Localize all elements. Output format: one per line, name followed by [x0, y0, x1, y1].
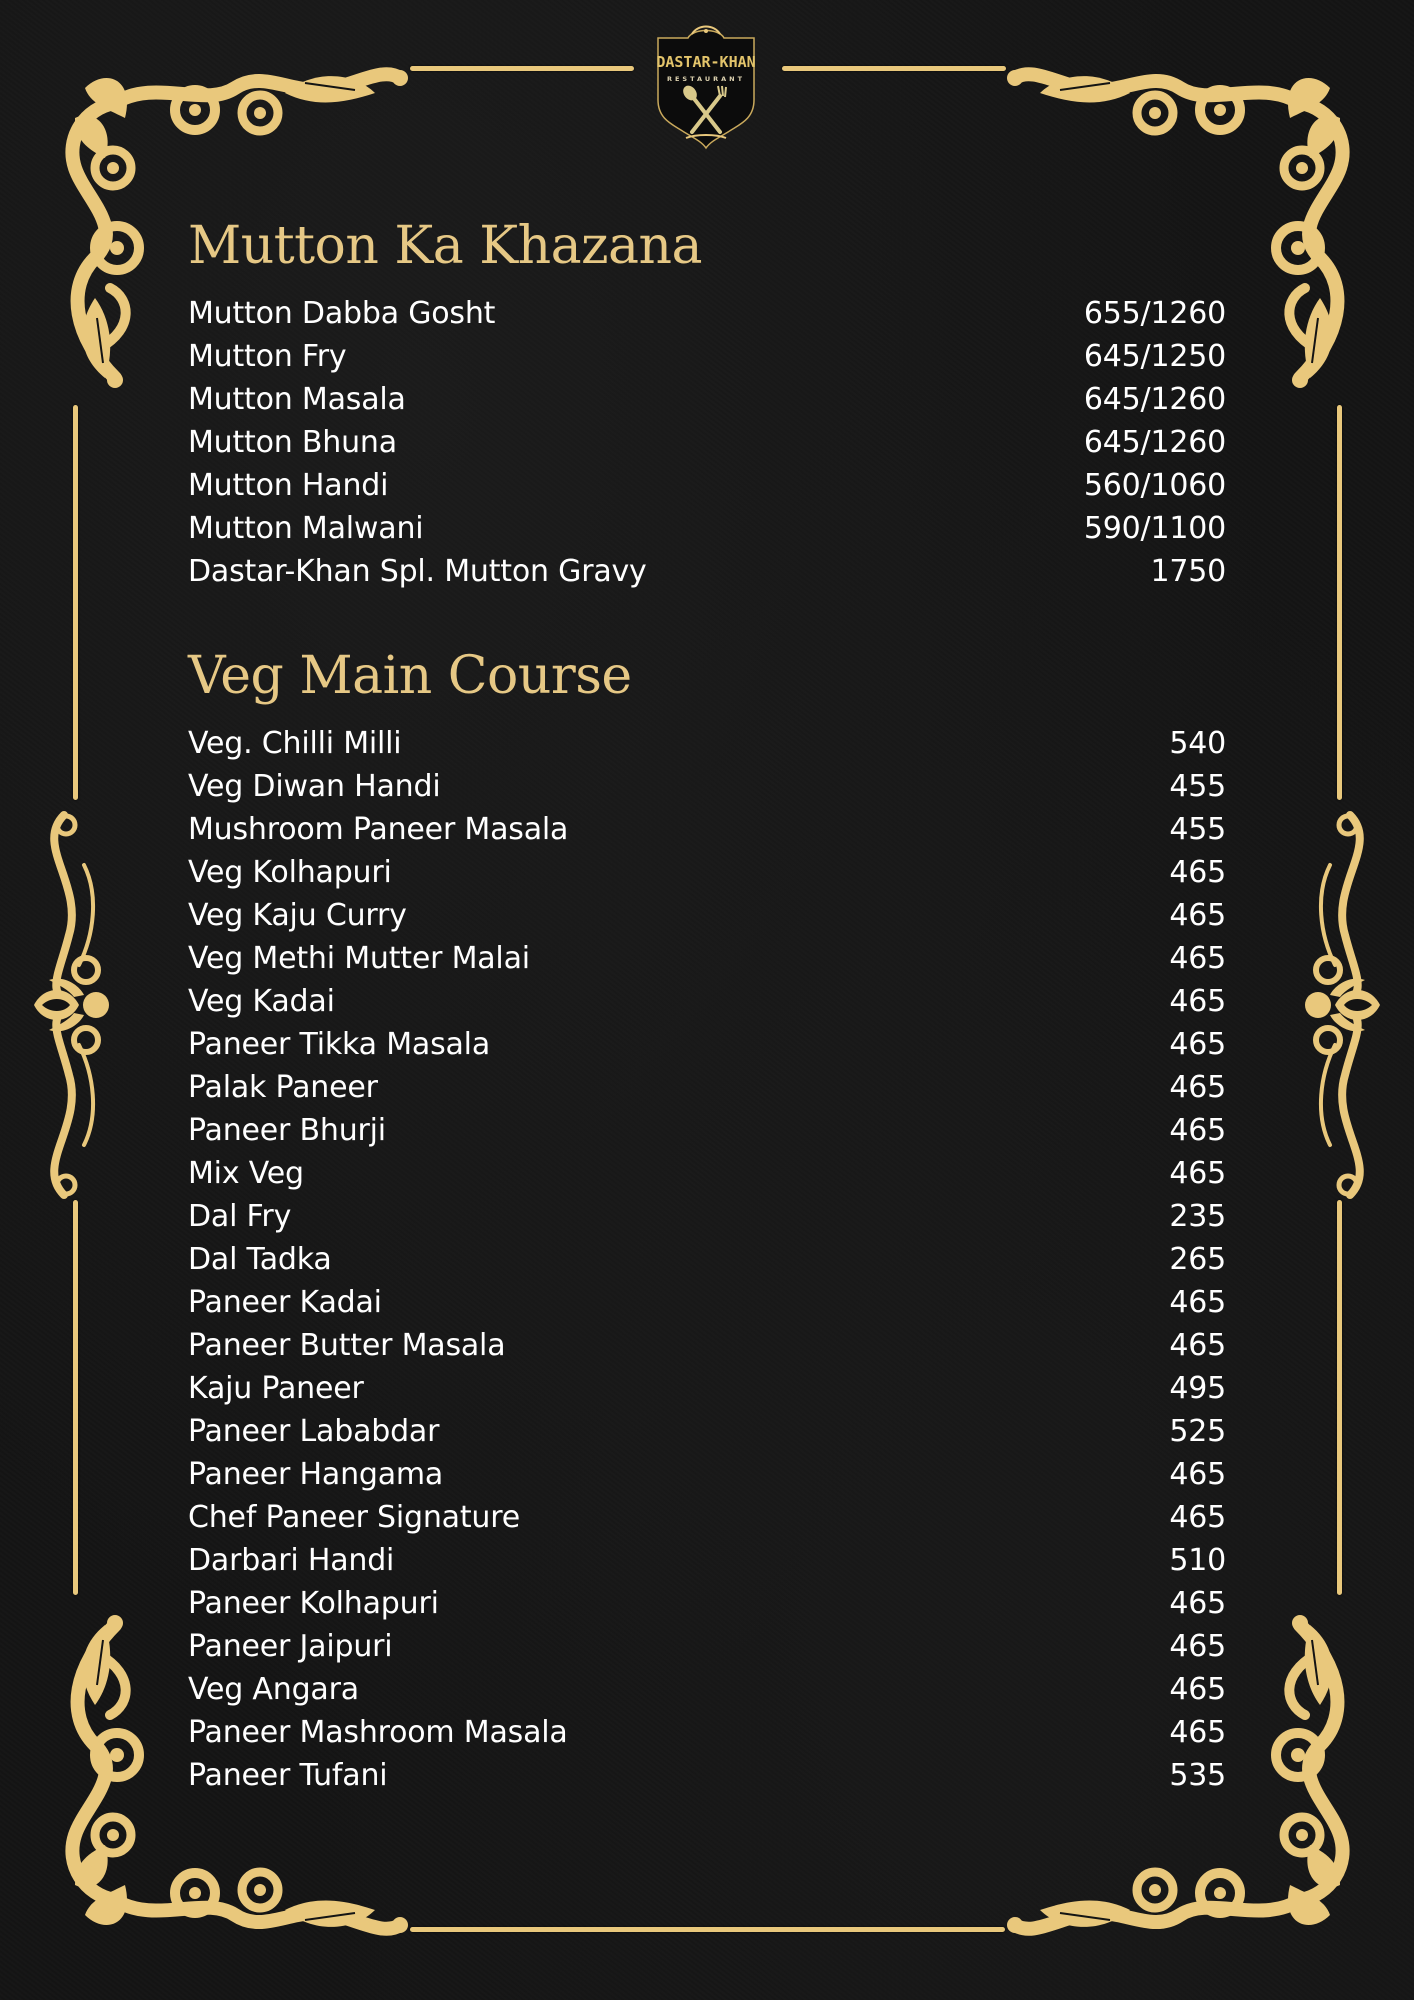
item-price: 465	[1169, 1070, 1226, 1105]
item-name: Veg Kolhapuri	[188, 855, 392, 890]
menu-item	[188, 1754, 1226, 1797]
menu-item	[188, 1195, 1226, 1238]
item-name: Paneer Bhurji	[188, 1113, 386, 1148]
menu-item	[188, 464, 1226, 507]
menu-item	[188, 421, 1226, 464]
item-price: 495	[1169, 1371, 1226, 1406]
menu-list-veg	[188, 722, 1226, 1797]
item-name: Paneer Kolhapuri	[188, 1586, 439, 1621]
menu-item	[188, 1410, 1226, 1453]
menu-item	[188, 808, 1226, 851]
item-price: 525	[1169, 1414, 1226, 1449]
menu-item	[188, 335, 1226, 378]
menu-item	[188, 1711, 1226, 1754]
logo-brand-name: DASTAR-KHAN	[656, 53, 756, 71]
menu-item	[188, 722, 1226, 765]
item-price: 655/1260	[1083, 296, 1226, 331]
item-price: 455	[1169, 769, 1226, 804]
item-name: Mutton Malwani	[188, 511, 424, 546]
item-price: 465	[1169, 1113, 1226, 1148]
item-price: 465	[1169, 898, 1226, 933]
item-price: 465	[1169, 984, 1226, 1019]
top-border-line-right	[782, 66, 1006, 71]
menu-item	[188, 1668, 1226, 1711]
item-price: 465	[1169, 941, 1226, 976]
menu-item	[188, 1238, 1226, 1281]
item-name: Kaju Paneer	[188, 1371, 364, 1406]
item-price: 465	[1169, 1500, 1226, 1535]
item-price: 645/1250	[1083, 339, 1226, 374]
item-price: 535	[1169, 1758, 1226, 1793]
menu-item	[188, 1324, 1226, 1367]
item-name: Mutton Masala	[188, 382, 406, 417]
item-name: Dal Fry	[188, 1199, 292, 1234]
menu-item	[188, 507, 1226, 550]
menu-item	[188, 1625, 1226, 1668]
item-name: Paneer Tufani	[188, 1758, 388, 1793]
side-ornament-left-icon	[14, 805, 124, 1205]
menu-item	[188, 765, 1226, 808]
item-price: 465	[1169, 1672, 1226, 1707]
menu-item	[188, 937, 1226, 980]
item-name: Paneer Hangama	[188, 1457, 444, 1492]
item-name: Mix Veg	[188, 1156, 304, 1191]
menu-item	[188, 1453, 1226, 1496]
menu-item	[188, 1023, 1226, 1066]
item-name: Chef Paneer Signature	[188, 1500, 520, 1535]
item-name: Paneer Jaipuri	[188, 1629, 393, 1664]
item-price: 455	[1169, 812, 1226, 847]
menu-item	[188, 292, 1226, 335]
menu-item	[188, 1281, 1226, 1324]
item-price: 510	[1169, 1543, 1226, 1578]
restaurant-logo	[648, 20, 764, 150]
item-name: Veg Diwan Handi	[188, 769, 441, 804]
menu-item	[188, 1539, 1226, 1582]
item-name: Mutton Bhuna	[188, 425, 397, 460]
item-price: 645/1260	[1083, 425, 1226, 460]
item-name: Palak Paneer	[188, 1070, 378, 1105]
menu-item	[188, 851, 1226, 894]
menu-item	[188, 1152, 1226, 1195]
item-name: Veg Methi Mutter Malai	[188, 941, 530, 976]
section-title-mutton: Mutton Ka Khazana	[188, 216, 702, 276]
menu-item	[188, 378, 1226, 421]
logo-badge-icon	[648, 20, 764, 150]
item-price: 465	[1169, 1285, 1226, 1320]
item-name: Mushroom Paneer Masala	[188, 812, 569, 847]
item-name: Paneer Lababdar	[188, 1414, 440, 1449]
item-price: 540	[1169, 726, 1226, 761]
item-price: 645/1260	[1083, 382, 1226, 417]
left-border-line-upper	[73, 405, 78, 800]
menu-item	[188, 1109, 1226, 1152]
item-name: Mutton Handi	[188, 468, 389, 503]
item-name: Paneer Butter Masala	[188, 1328, 506, 1363]
item-name: Paneer Kadai	[188, 1285, 382, 1320]
item-price: 465	[1169, 1027, 1226, 1062]
item-price: 590/1100	[1083, 511, 1226, 546]
menu-item	[188, 1066, 1226, 1109]
item-name: Dal Tadka	[188, 1242, 332, 1277]
bottom-border-line	[410, 1927, 1005, 1932]
logo-tagline: RESTAURANT	[666, 75, 746, 83]
item-price: 235	[1169, 1199, 1226, 1234]
item-price: 465	[1169, 1586, 1226, 1621]
menu-item	[188, 980, 1226, 1023]
item-price: 465	[1169, 1328, 1226, 1363]
menu-item	[188, 550, 1226, 593]
item-name: Veg Kaju Curry	[188, 898, 407, 933]
item-price: 265	[1169, 1242, 1226, 1277]
item-name: Mutton Fry	[188, 339, 347, 374]
item-name: Veg Angara	[188, 1672, 359, 1707]
item-name: Veg Kadai	[188, 984, 335, 1019]
top-border-line-left	[410, 66, 634, 71]
item-price: 465	[1169, 1457, 1226, 1492]
item-name: Paneer Tikka Masala	[188, 1027, 491, 1062]
section-title-veg: Veg Main Course	[188, 646, 632, 706]
menu-item	[188, 894, 1226, 937]
item-name: Mutton Dabba Gosht	[188, 296, 496, 331]
item-name: Dastar-Khan Spl. Mutton Gravy	[188, 554, 647, 589]
item-price: 465	[1169, 1715, 1226, 1750]
menu-item	[188, 1367, 1226, 1410]
item-name: Veg. Chilli Milli	[188, 726, 402, 761]
side-ornament-right-icon	[1290, 805, 1400, 1205]
left-border-line-lower	[73, 1200, 78, 1595]
item-price: 465	[1169, 855, 1226, 890]
menu-item	[188, 1582, 1226, 1625]
item-price: 465	[1169, 1156, 1226, 1191]
right-border-line-lower	[1337, 1200, 1342, 1595]
item-name: Darbari Handi	[188, 1543, 395, 1578]
menu-item	[188, 1496, 1226, 1539]
menu-list-mutton	[188, 292, 1226, 593]
item-price: 1750	[1150, 554, 1226, 589]
item-name: Paneer Mashroom Masala	[188, 1715, 568, 1750]
item-price: 560/1060	[1083, 468, 1226, 503]
item-price: 465	[1169, 1629, 1226, 1664]
right-border-line-upper	[1337, 405, 1342, 800]
